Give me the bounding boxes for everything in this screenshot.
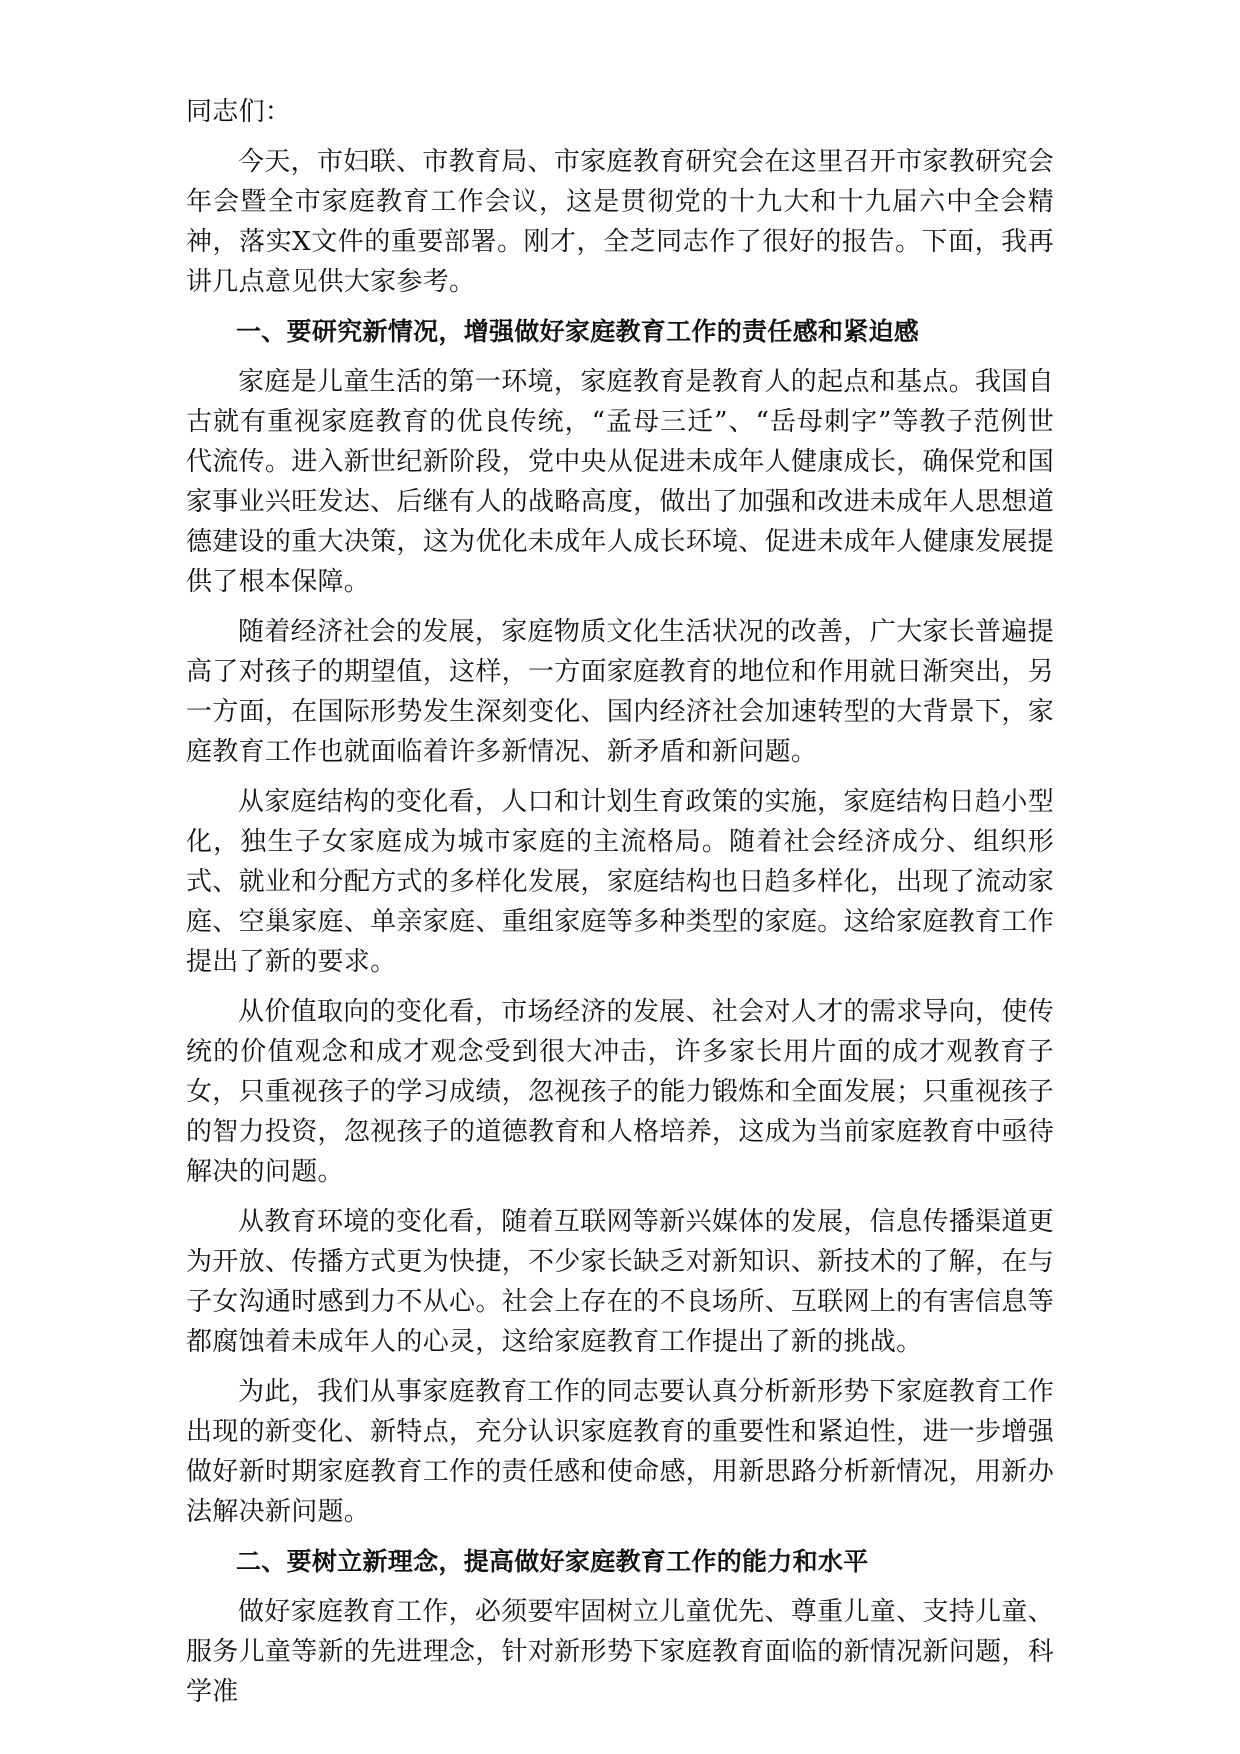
- salutation: 同志们：: [186, 97, 292, 127]
- paragraph-education-environment: 从教育环境的变化看，随着互联网等新兴媒体的发展，信息传播渠道更为开放、传播方式更为快捷，不少家长缺乏对新知识、新技术的了解，在与子女沟通时感到力不从心。社会上存在的不良场所、互联网上的有害信息等都腐蚀着未成年人的心灵，这给家庭教育工作提出了新的挑战。: [186, 1207, 1054, 1357]
- paragraph-new-concepts: 做好家庭教育工作，必须要牢固树立儿童优先、尊重儿童、支持儿童、服务儿童等新的先进理念，针对新形势下家庭教育面临的新情况新问题，科学准: [186, 1597, 1054, 1707]
- paragraph-value-orientation: 从价值取向的变化看，市场经济的发展、社会对人才的需求导向，使传统的价值观念和成才观念受到很大冲击，许多家长用片面的成才观教育子女，只重视孩子的学习成绩，忽视孩子的能力锻炼和全面发展；只重视孩子的智力投资，忽视孩子的道德教育和人格培养，这成为当前家庭教育中亟待解决的问题。: [186, 997, 1054, 1187]
- section-heading-2: 二、要树立新理念，提高做好家庭教育工作的能力和水平: [236, 1547, 869, 1576]
- paragraph-economic-development: 随着经济社会的发展，家庭物质文化生活状况的改善，广大家长普遍提高了对孩子的期望值，这样，一方面家庭教育的地位和作用就日渐突出，另一方面，在国际形势发生深刻变化、国内经济社会加速转型的大背景下，家庭教育工作也就面临着许多新情况、新矛盾和新问题。: [186, 617, 1054, 767]
- section-heading-1: 一、要研究新情况，增强做好家庭教育工作的责任感和紧迫感: [236, 317, 920, 346]
- paragraph-family-structure: 从家庭结构的变化看，人口和计划生育政策的实施，家庭结构日趋小型化，独生子女家庭成为城市家庭的主流格局。随着社会经济成分、组织形式、就业和分配方式的多样化发展，家庭结构也日趋多样化，出现了流动家庭、空巢家庭、单亲家庭、重组家庭等多种类型的家庭。这给家庭教育工作提出了新的要求。: [186, 787, 1054, 977]
- paragraph-intro: 今天，市妇联、市教育局、市家庭教育研究会在这里召开市家教研究会年会暨全市家庭教育工作会议，这是贯彻党的十九大和十九届六中全会精神，落实X文件的重要部署。刚才，全芝同志作了很好的报告。下面，我再讲几点意见供大家参考。: [186, 147, 1054, 297]
- paragraph-family-first-environment: 家庭是儿童生活的第一环境，家庭教育是教育人的起点和基点。我国自古就有重视家庭教育的优良传统，“孟母三迁”、“岳母刺字”等教子范例世代流传。进入新世纪新阶段，党中央从促进未成年人健康成长，确保党和国家事业兴旺发达、后继有人的战略高度，做出了加强和改进未成年人思想道德建设的重大决策，这为优化未成年人成长环境、促进未成年人健康发展提供了根本保障。: [186, 367, 1054, 597]
- document-page: [186, 92, 1054, 1722]
- paragraph-conclusion: 为此，我们从事家庭教育工作的同志要认真分析新形势下家庭教育工作出现的新变化、新特点，充分认识家庭教育的重要性和紧迫性，进一步增强做好新时期家庭教育工作的责任感和使命感，用新思路分析新情况，用新办法解决新问题。: [186, 1377, 1054, 1527]
